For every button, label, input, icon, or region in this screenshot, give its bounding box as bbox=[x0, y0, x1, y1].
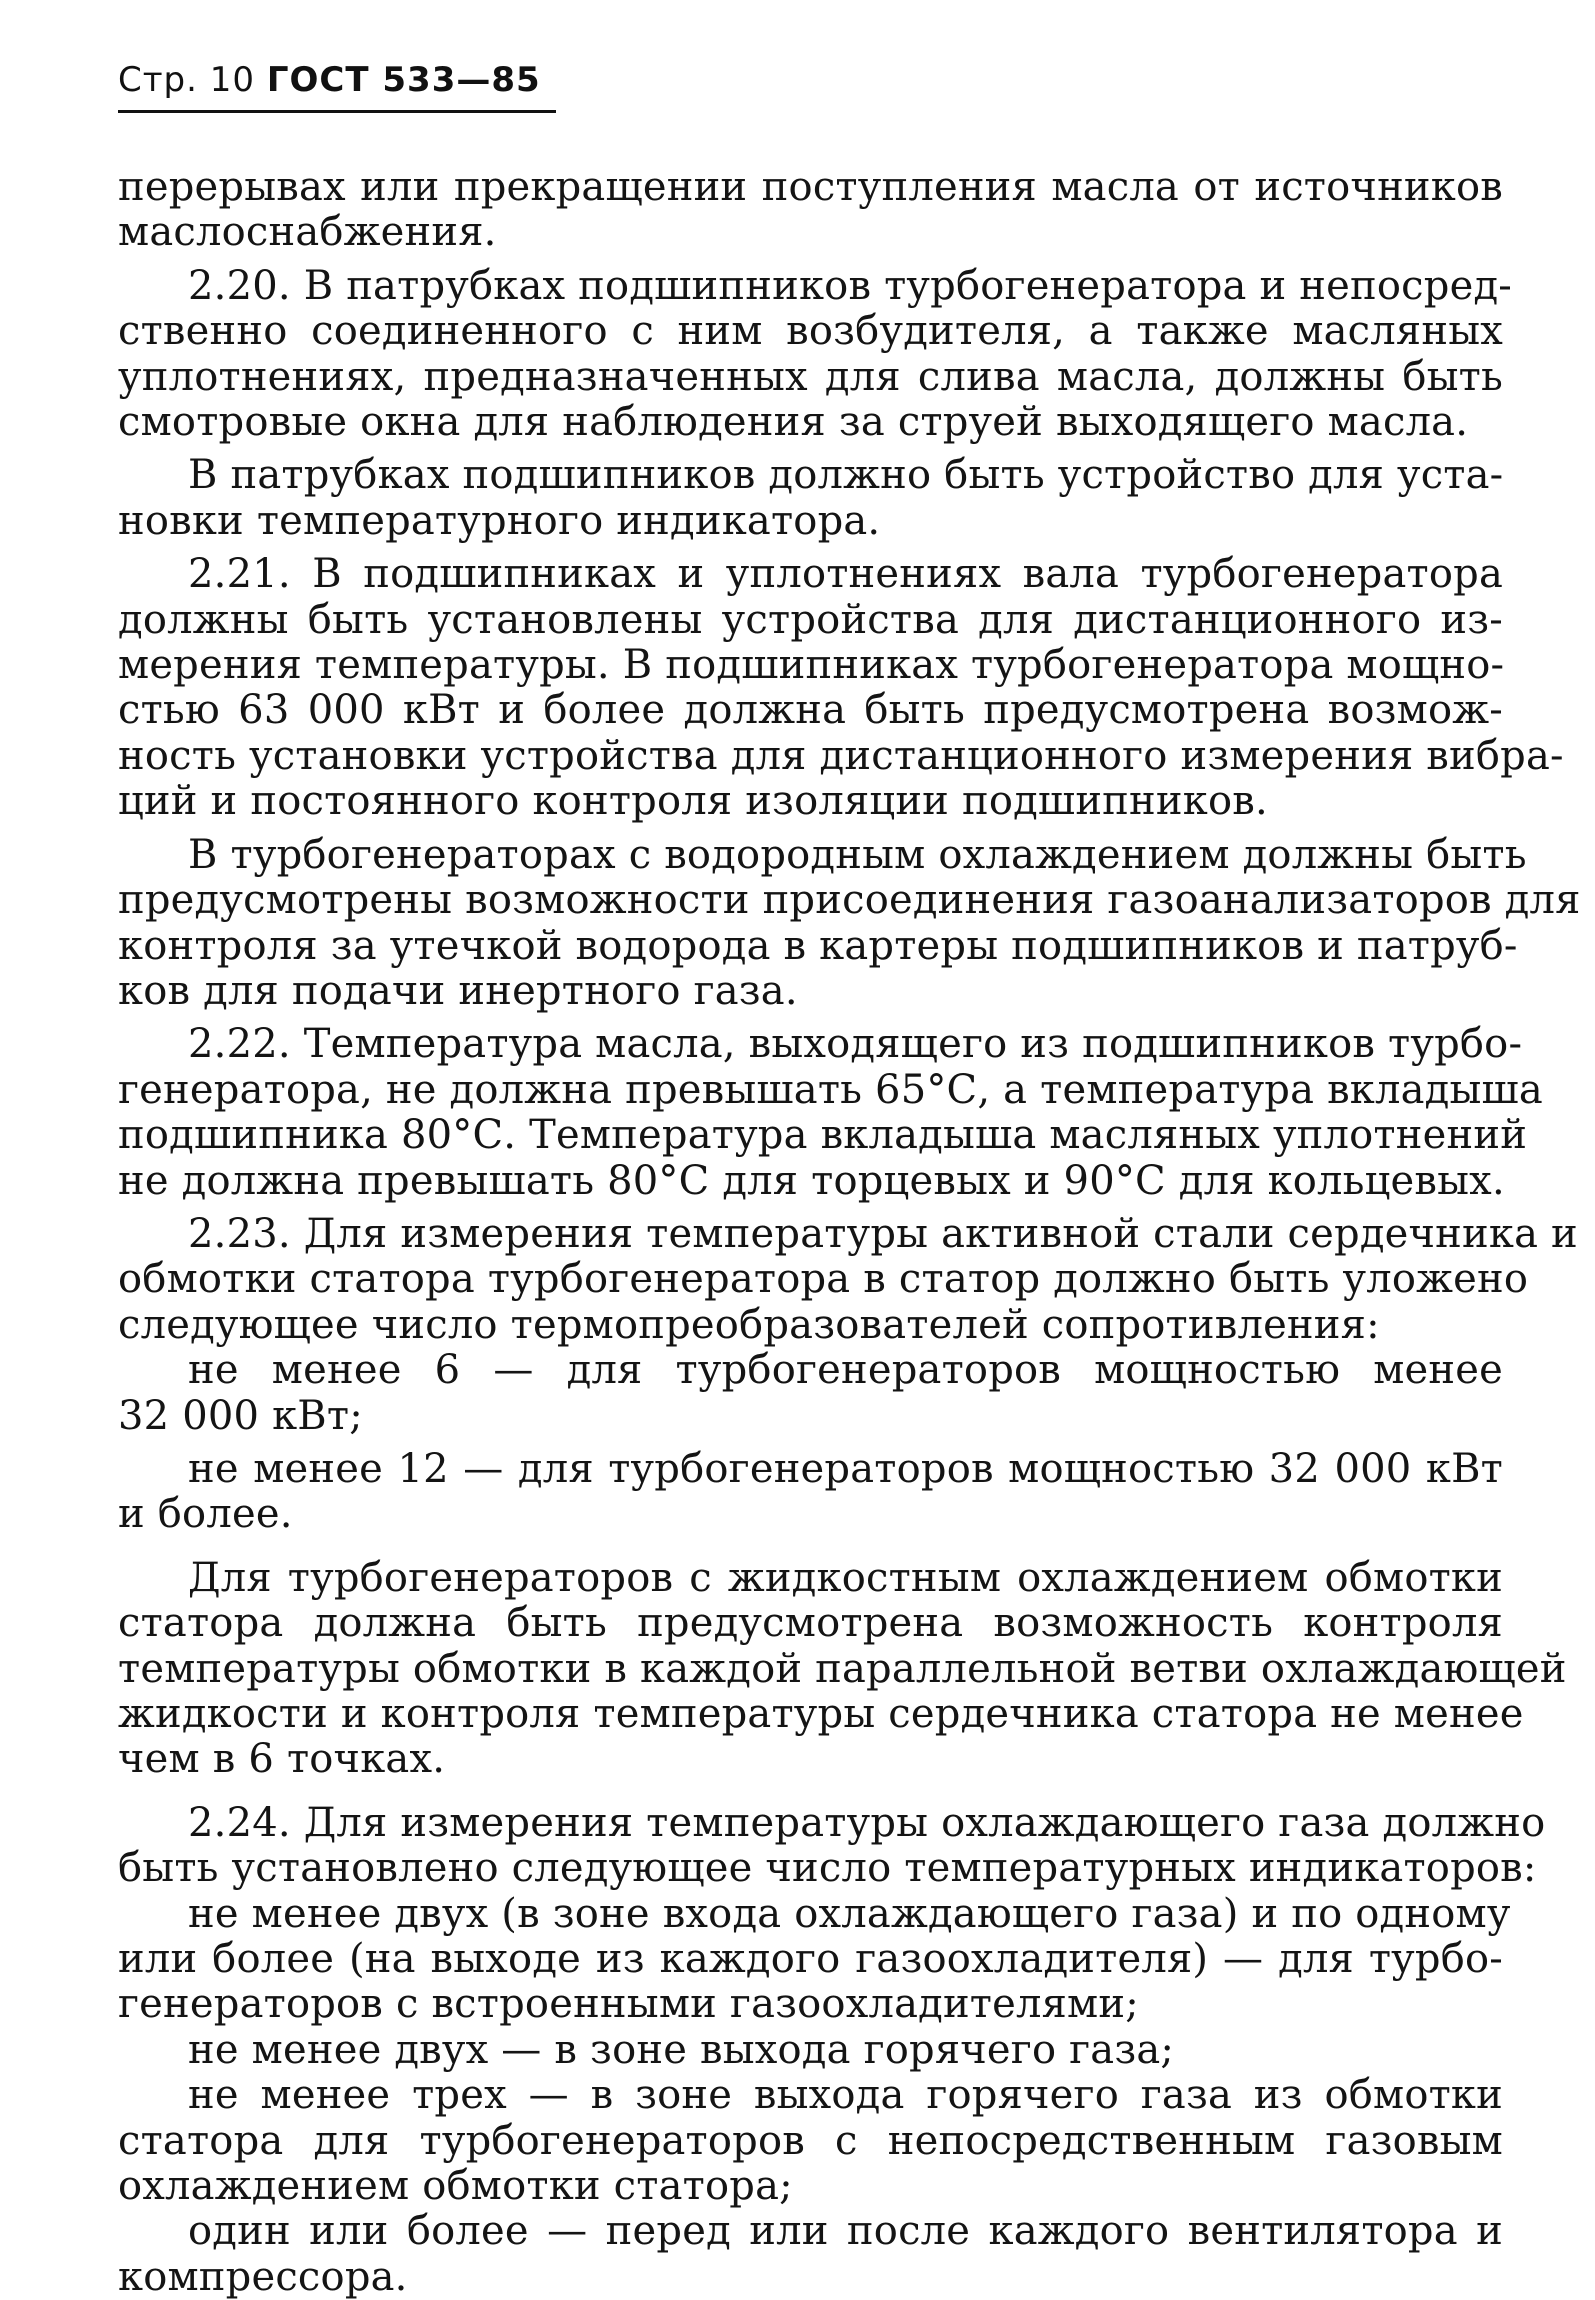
text-line: или более (на выходе из каждого газоохладителя) — для турбо- bbox=[118, 1936, 1503, 1983]
text-line: жидкости и контроля температуры сердечника статора не менее bbox=[118, 1691, 1524, 1737]
text-line: В турбогенераторах с водородным охлаждением должны быть bbox=[188, 831, 1527, 878]
text-line: температуры обмотки в каждой параллельной ветви охлаждающей bbox=[118, 1645, 1567, 1692]
text-line: не менее трех — в зоне выхода горячего газа из обмотки bbox=[188, 2072, 1503, 2119]
text-line: контроля за утечкой водорода в картеры подшипников и патруб- bbox=[118, 922, 1518, 969]
text-line: не менее 12 — для турбогенераторов мощностью 32 000 кВт bbox=[188, 1445, 1503, 1492]
paragraph-liquid-cooling bbox=[118, 1554, 1567, 1783]
text-line: быть установлено следующее число температурных индикаторов: bbox=[118, 1845, 1537, 1892]
text-line: статора должна быть предусмотрена возможность контроля bbox=[118, 1600, 1503, 1647]
paragraph-2-20-extra bbox=[118, 453, 1503, 544]
text-line: 2.20. В патрубках подшипников турбогенератора и непосред- bbox=[188, 262, 1512, 309]
paragraph-2-21-extra bbox=[118, 831, 1581, 1015]
text-line: маслоснабжения. bbox=[118, 209, 497, 256]
standard-designation: ГОСТ 533—85 bbox=[266, 60, 541, 100]
paragraph-continuation bbox=[118, 165, 1503, 256]
text-line: новки температурного индикатора. bbox=[118, 497, 881, 544]
text-line: ков для подачи инертного газа. bbox=[118, 967, 798, 1014]
text-line: ственно соединенного с ним возбудителя, а также масляных bbox=[118, 308, 1503, 355]
list-item-two-inlet bbox=[118, 1890, 1511, 2028]
text-line: 2.22. Температура масла, выходящего из подшипников турбо- bbox=[188, 1021, 1523, 1068]
text-line: генераторов с встроенными газоохладителями; bbox=[118, 1981, 1139, 2028]
text-line: обмотки статора турбогенератора в статор должно быть уложено bbox=[118, 1256, 1529, 1303]
text-line: не менее двух (в зоне входа охлаждающего газа) и по одному bbox=[188, 1890, 1511, 1937]
text-line: Для турбогенераторов с жидкостным охлаждением обмотки bbox=[188, 1554, 1503, 1601]
text-line: ций и постоянного контроля изоляции подшипников. bbox=[118, 778, 1268, 825]
text-line: смотровые окна для наблюдения за струей выходящего масла. bbox=[118, 399, 1469, 446]
clause-2-21 bbox=[118, 551, 1564, 825]
clause-2-23 bbox=[118, 1210, 1578, 1348]
text-line: и более. bbox=[118, 1491, 293, 1538]
header-rule bbox=[118, 110, 556, 113]
list-item-three-outlet bbox=[118, 2073, 1503, 2209]
document-body bbox=[118, 164, 1581, 2300]
text-line: уплотнениях, предназначенных для слива масла, должны быть bbox=[118, 353, 1503, 400]
text-line: 2.23. Для измерения температуры активной стали сердечника и bbox=[188, 1210, 1578, 1257]
list-item-6-sensors bbox=[118, 1348, 1503, 1439]
clause-2-20 bbox=[118, 262, 1512, 446]
text-line: предусмотрены возможности присоединения газоанализаторов для bbox=[118, 877, 1581, 924]
text-line: мерения температуры. В подшипниках турбогенератора мощно- bbox=[118, 642, 1505, 689]
text-line: подшипника 80°С. Температура вкладыша масляных уплотнений bbox=[118, 1112, 1528, 1159]
text-line: статора для турбогенераторов с непосредственным газовым bbox=[118, 2117, 1503, 2164]
text-line: генератора, не должна превышать 65°С, а температура вкладыша bbox=[118, 1066, 1543, 1113]
text-line: В патрубках подшипников должно быть устройство для уста- bbox=[188, 452, 1504, 499]
text-line: не должна превышать 80°С для торцевых и 90°С для кольцевых. bbox=[118, 1157, 1505, 1204]
text-line: 2.21. В подшипниках и уплотнениях вала турбогенератора bbox=[188, 551, 1503, 598]
clause-2-22 bbox=[118, 1021, 1543, 1204]
text-line: не менее двух — в зоне выхода горячего газа; bbox=[188, 2026, 1175, 2073]
text-line: должны быть установлены устройства для дистанционного из- bbox=[118, 596, 1503, 643]
text-line: ность установки устройства для дистанционного измерения вибра- bbox=[118, 732, 1564, 779]
text-line: компрессора. bbox=[118, 2253, 408, 2300]
text-line: 2.24. Для измерения температуры охлаждающего газа должно bbox=[188, 1799, 1546, 1846]
list-item-two-outlet bbox=[118, 2028, 1503, 2073]
text-line: следующее число термопреобразователей сопротивления: bbox=[118, 1301, 1380, 1348]
clause-2-24 bbox=[118, 1799, 1546, 1892]
text-line: чем в 6 точках. bbox=[118, 1736, 446, 1783]
text-line: перерывах или прекращении поступления масла от источников bbox=[118, 164, 1503, 210]
page-header bbox=[118, 60, 541, 100]
text-line: не менее 6 — для турбогенераторов мощностью менее bbox=[188, 1347, 1503, 1394]
list-item-fan-compressor bbox=[118, 2209, 1503, 2300]
text-line: стью 63 000 кВт и более должна быть предусмотрена возмож- bbox=[118, 687, 1503, 734]
text-line: охлаждением обмотки статора; bbox=[118, 2163, 793, 2210]
page-number-label: Стр. 10 bbox=[118, 60, 256, 100]
text-line: один или более — перед или после каждого вентилятора и bbox=[188, 2208, 1503, 2255]
list-item-12-sensors bbox=[118, 1447, 1503, 1538]
text-line: 32 000 кВт; bbox=[118, 1392, 363, 1439]
